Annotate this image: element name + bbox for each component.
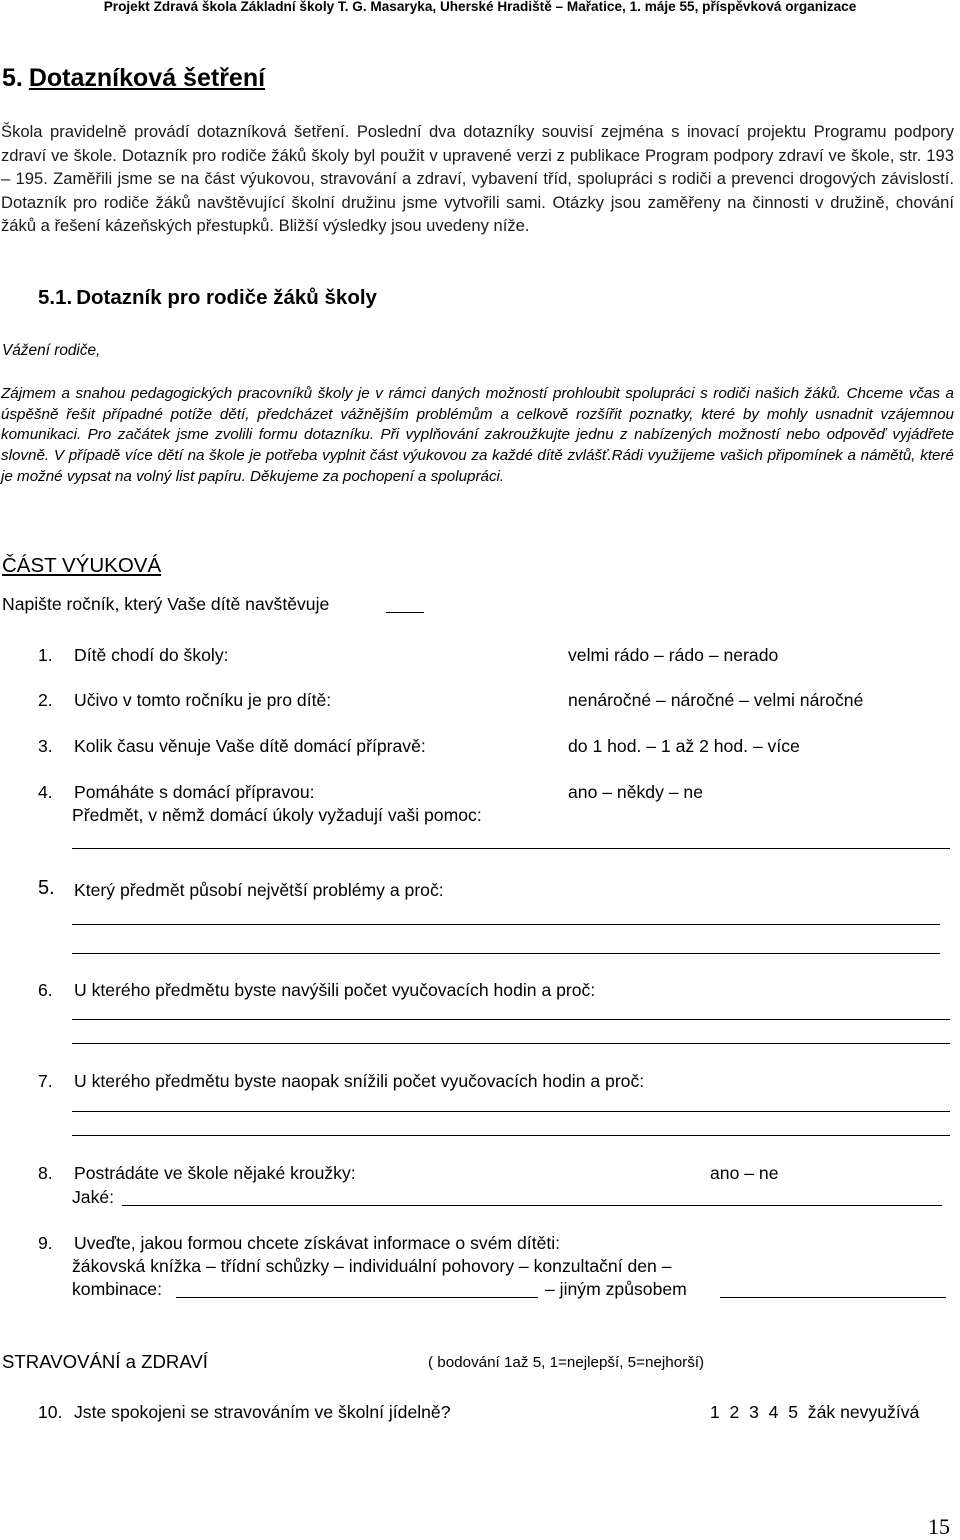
q7-answer-line-2[interactable]: [72, 1135, 950, 1136]
q8-options[interactable]: ano – ne: [710, 1163, 779, 1183]
q2-number: 2.: [38, 690, 53, 710]
q6-answer-line-1[interactable]: [72, 1019, 950, 1020]
q10-text: Jste spokojeni se stravováním ve školní jídelně?: [74, 1402, 451, 1422]
q3-text: Kolik času věnuje Vaše dítě domácí přípravě:: [74, 736, 426, 756]
q6-text: U kterého předmětu byste navýšili počet vyučovacích hodin a proč:: [74, 980, 596, 1000]
grade-answer-line[interactable]: [386, 612, 424, 613]
section-heading: [2, 64, 265, 93]
q8-text: Postrádáte ve škole nějaké kroužky:: [74, 1163, 356, 1183]
q7-number: 7.: [38, 1071, 53, 1091]
q1-number: 1.: [38, 645, 53, 665]
q1-options[interactable]: velmi rádo – rádo – nerado: [568, 645, 779, 665]
page-header: Projekt Zdravá škola Základní školy T. G. Masaryka, Uherské Hradiště – Mařatice, 1. máje 55, příspěvková organizace: [103, 0, 857, 14]
q9-other-label: – jiným způsobem: [545, 1279, 687, 1299]
q7-text: U kterého předmětu byste naopak snížili počet vyučovacích hodin a proč:: [74, 1071, 645, 1091]
q10-options[interactable]: 1 2 3 4 5 žák nevyužívá: [710, 1402, 920, 1422]
subsection-number: 5.1.: [38, 286, 73, 309]
salutation: Vážení rodiče,: [2, 342, 101, 359]
q8-sub-text: Jaké:: [72, 1187, 115, 1207]
grade-prompt: Napište ročník, který Vaše dítě navštěvuje: [2, 594, 330, 614]
section-number: 5.: [2, 64, 23, 92]
subsection-heading: [38, 286, 377, 310]
q5-number: 5.: [38, 877, 55, 899]
section-title: Dotazníková šetření: [28, 64, 266, 92]
part-title-teaching: ČÁST VÝUKOVÁ: [2, 554, 162, 577]
q2-options[interactable]: nenáročné – náročné – velmi náročné: [568, 690, 864, 710]
letter-paragraph: Zájmem a snahou pedagogických pracovníků školy je v rámci daných možností prohloubit spolupráci s rodiči našich žáků. Chceme včas a úspěšně řešit případné potíže dětí, předcházet vážnějším problémům a celkově rozšířit poznatky, které by mohly usnadnit vzájemnou komunikaci. Pro začátek jsme zvolili formu dotazníku. Při vyplňování zakroužkujte jednu z nabízených možností nebo odpověď vyjádřete slovně. V případě více dětí na škole je potřeba vyplnit část výukovou za každé dítě zvlášť.Rádi využijeme vašich připomínek a námětů, které je možné vypsat na volný list papíru. Děkujeme za pochopení a spolupráci.: [1, 385, 954, 485]
q10-number: 10.: [38, 1402, 63, 1422]
q9-options[interactable]: žákovská knížka – třídní schůzky – individuální pohovory – konzultační den –: [72, 1256, 672, 1276]
page-number: 15: [928, 1514, 950, 1539]
q4-answer-line[interactable]: [72, 848, 950, 849]
q7-answer-line-1[interactable]: [72, 1111, 950, 1112]
q2-text: Učivo v tomto ročníku je pro dítě:: [74, 690, 332, 710]
intro-paragraph: Škola pravidelně provádí dotazníková šetření. Poslední dva dotazníky souvisí zejména s inovací projektu Programu podpory zdraví ve škole. Dotazník pro rodiče žáků školy byl použit v upravené verzi z publikace Program podpory zdraví ve škole, str. 193 – 195. Zaměřili jsme se na část výukovou, stravování a zdraví, vybavení tříd, spolupráci s rodiči a prevenci drogových závislostí. Dotazník pro rodiče žáků navštěvující školní družinu jsme vytvořili sami. Otázky jsou zaměřeny na činnosti v družině, chování žáků a řešení kázeňských přestupků. Bližší výsledky jsou uvedeny níže.: [1, 122, 954, 235]
q9-combination-label: kombinace:: [72, 1279, 162, 1299]
q1-text: Dítě chodí do školy:: [74, 645, 229, 665]
scoring-note: ( bodování 1až 5, 1=nejlepší, 5=nejhorší): [428, 1354, 705, 1371]
q4-number: 4.: [38, 782, 53, 802]
q6-number: 6.: [38, 980, 53, 1000]
q5-answer-line-2[interactable]: [72, 953, 940, 954]
q9-text: Uveďte, jakou formou chcete získávat informace o svém dítěti:: [74, 1233, 561, 1253]
q8-answer-line[interactable]: [122, 1205, 942, 1206]
q9-combination-line[interactable]: [176, 1297, 538, 1298]
q4-options[interactable]: ano – někdy – ne: [568, 782, 703, 802]
q4-text: Pomáháte s domácí přípravou:: [74, 782, 315, 802]
q4-sub-text: Předmět, v němž domácí úkoly vyžadují vaši pomoc:: [72, 805, 482, 825]
q3-options[interactable]: do 1 hod. – 1 až 2 hod. – více: [568, 736, 800, 756]
q6-answer-line-2[interactable]: [72, 1043, 950, 1044]
q9-number: 9.: [38, 1233, 53, 1253]
q5-answer-line-1[interactable]: [72, 924, 940, 925]
q9-other-line[interactable]: [720, 1297, 946, 1298]
q8-number: 8.: [38, 1163, 53, 1183]
q3-number: 3.: [38, 736, 53, 756]
q5-text: Který předmět působí největší problémy a proč:: [74, 880, 444, 900]
part-title-nutrition: STRAVOVÁNÍ a ZDRAVÍ: [2, 1351, 208, 1372]
subsection-title: Dotazník pro rodiče žáků školy: [76, 286, 377, 309]
